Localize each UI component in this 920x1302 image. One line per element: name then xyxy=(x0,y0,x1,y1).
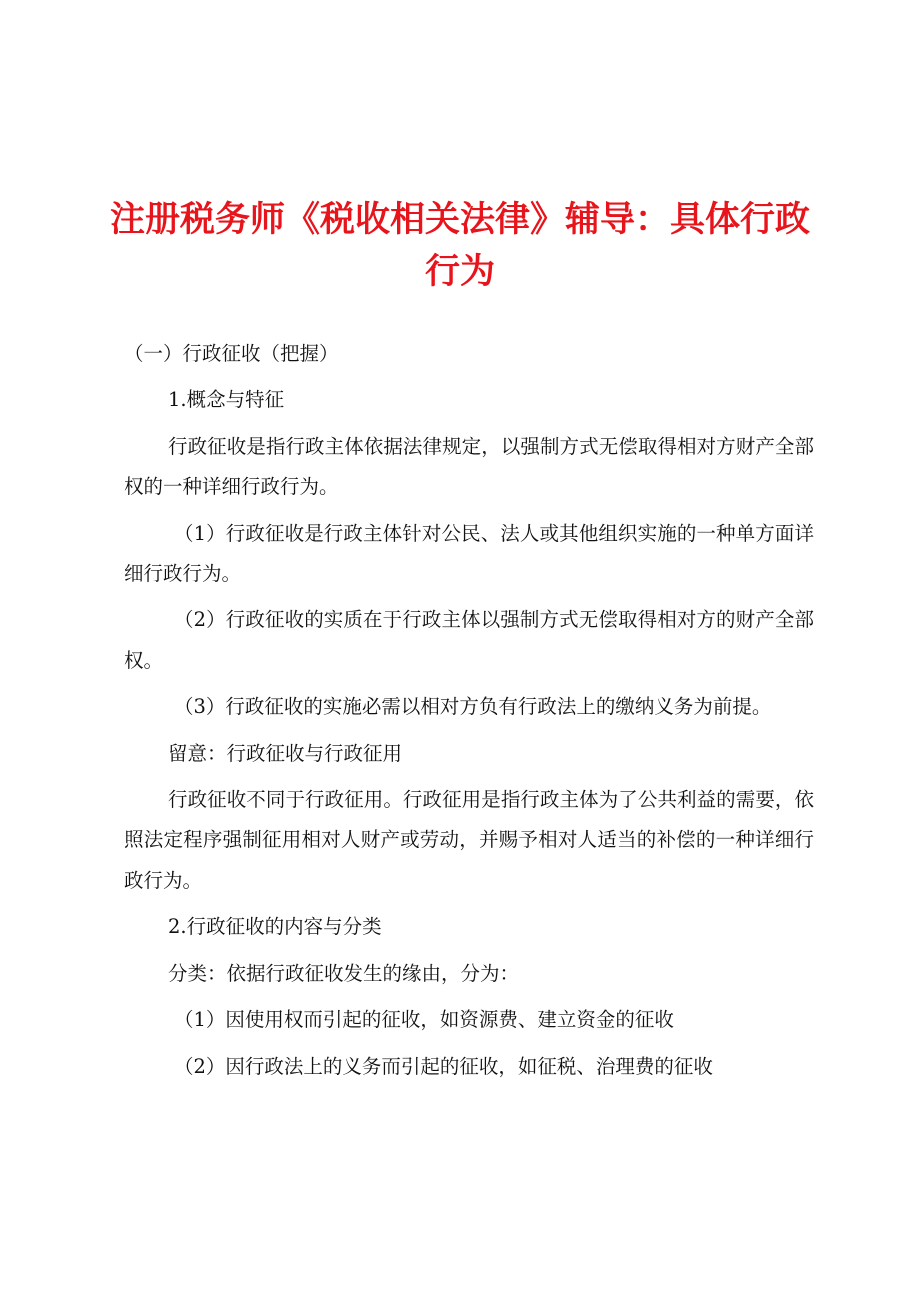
document-body xyxy=(124,334,814,1093)
subsection-heading: 1.概念与特征 xyxy=(168,388,285,412)
body-paragraph: 行政征收不同于行政征用。行政征用是指行政主体为了公共利益的需要，依照法定程序强制征用相对人财产或劳动，并赐予相对人适当的补偿的一种详细行政行为。 xyxy=(124,788,814,892)
list-item: （2）因行政法上的义务而引起的征收，如征税、治理费的征收 xyxy=(174,1054,713,1078)
title-line-2: 行为 xyxy=(424,252,495,292)
list-item: （1）因使用权而引起的征收，如资源费、建立资金的征收 xyxy=(174,1008,674,1032)
body-paragraph: 行政征收是指行政主体依据法律规定，以强制方式无偿取得相对方财产全部权的一种详细行政行为。 xyxy=(124,434,814,499)
note-heading: 留意：行政征收与行政征用 xyxy=(168,741,403,765)
section-heading: （一）行政征收（把握） xyxy=(124,342,339,365)
list-item: （2）行政征收的实质在于行政主体以强制方式无偿取得相对方的财产全部权。 xyxy=(124,608,814,672)
subsection-heading: 2.行政征收的内容与分类 xyxy=(168,915,382,939)
list-item: （3）行政征收的实施必需以相对方负有行政法上的缴纳义务为前提。 xyxy=(174,695,772,719)
list-item: （1）行政征收是行政主体针对公民、法人或其他组织实施的一种单方面详细行政行为。 xyxy=(124,521,814,586)
title-line-1: 注册税务师《税收相关法律》辅导：具体行政 xyxy=(109,200,810,240)
document-title xyxy=(100,194,820,298)
body-paragraph: 分类：依据行政征收发生的缘由，分为： xyxy=(168,961,520,985)
